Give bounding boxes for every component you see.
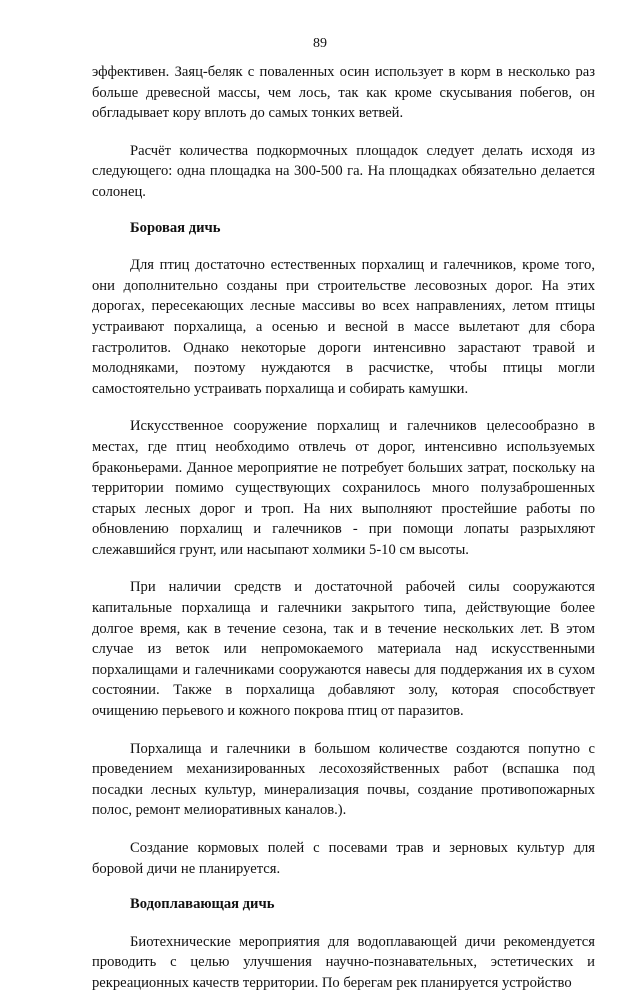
section-heading: Боровая дичь [130,219,221,236]
section-heading: Водоплавающая дичь [130,896,275,913]
paragraph: Для птиц достаточно естественных порхалищ и галечников, кроме того, они дополнительно созданы при строительстве лесовозных дорог. На этих дорогах, пересекающих лесные массивы во всех направлениях, летом птицы устраивают порхалища, а осенью и весной в массе вылетают для сбора гастролитов. Однако некоторые дороги интенсивно зарастают травой и молодняками, поэтому нуждаются в расчистке, чтобы птицы могли самостоятельно устраивать порхалища и собирать камушки. [92,257,595,397]
paragraph: Биотехнические мероприятия для водоплавающей дичи рекомендуется проводить с целью улучшения научно-познавательных, эстетических и рекреационных качеств территории. По берегам рек планируется устройство [92,933,595,991]
page-number: 89 [313,36,327,51]
paragraph: При наличии средств и достаточной рабочей силы сооружаются капитальные порхалища и галечники закрытого типа, действующие более долгое время, как в течение сезона, так и в течение нескольких лет. В этом случае из веток или непромокаемого материала над искусственными порхалищами и галечниками сооружаются навесы для поддержания их в сухом состоянии. Также в порхалища добавляют золу, которая способствует очищению перьевого и кожного покрова птиц от паразитов. [92,579,595,720]
paragraph: Порхалища и галечники в большом количестве создаются попутно с проведением механизированных лесохозяйственных работ (вспашка под посадки лесных культур, минерализация почвы, создание противопожарных полос, ремонт мелиоративных каналов.). [92,740,595,819]
paragraph: Расчёт количества подкормочных площадок следует делать исходя из следующего: одна площадка на 300-500 га. На площадках обязательно делается солонец. [92,142,595,200]
page-body [92,62,595,994]
paragraph: эффективен. Заяц-беляк с поваленных осин использует в корм в несколько раз больше древесной массы, чем лось, так как кроме скусывания побегов, он обгладывает кору вплоть до самых тонких ветвей. [92,64,595,122]
paragraph: Искусственное сооружение порхалищ и галечников целесообразно в местах, где птиц необходимо отвлечь от дорог, интенсивно используемых браконьерами. Данное мероприятие не потребует больших затрат, поскольку на территории помимо существующих сохранилось много полузаброшенных старых лесных дорог и троп. На них выполняют простейшие работы по обновлению порхалищ и галечников - при помощи лопаты разрыхляют слежавшийся грунт, или насыпают холмики 5-10 см высоты. [92,418,595,558]
paragraph: Создание кормовых полей с посевами трав и зерновых культур для боровой дичи не планируется. [92,840,595,877]
